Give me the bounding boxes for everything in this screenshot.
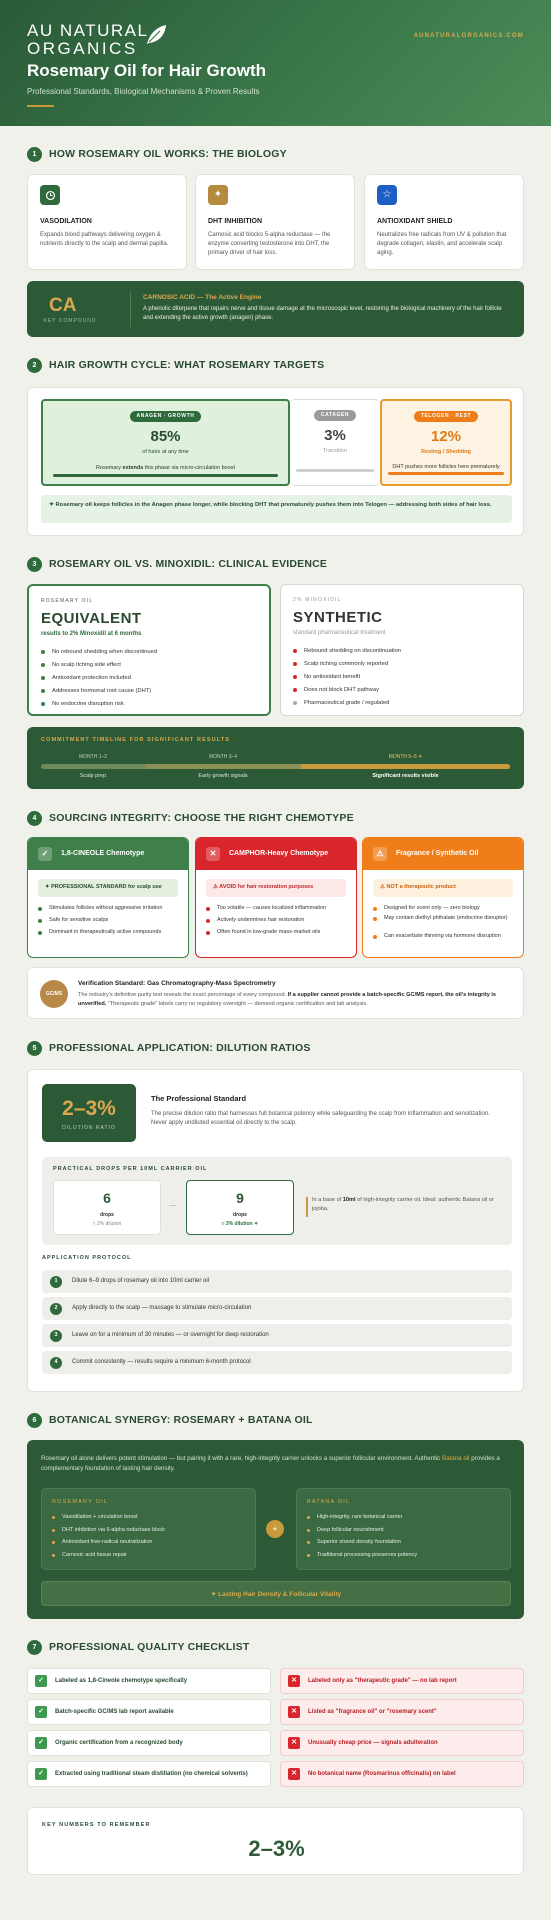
- compound-text: A phenolic diterpene that repairs nerve and tissue damage at the microscopic level, restoring the biological machinery of the hair follicle and extending the active growth (anagen) phase.: [143, 306, 502, 321]
- checklist-good-item: ✓ Organic certification from a recognized body: [27, 1730, 271, 1756]
- red-dot-icon: [293, 649, 297, 653]
- chemotype-list: [38, 903, 178, 939]
- list-item: Stimulates follicles without aggressive irritation: [38, 903, 178, 915]
- benefit-list: [41, 645, 257, 710]
- biology-card-title: VASODILATION: [40, 218, 92, 225]
- green-dot-icon: [41, 676, 45, 680]
- grey-dot-icon: [293, 701, 297, 705]
- carnosic-acid-banner: [27, 281, 524, 337]
- sparkle-icon: ✦: [208, 185, 228, 205]
- timeline-result: Scalp prep: [79, 773, 107, 779]
- batana-benefits-box: [296, 1488, 511, 1570]
- timeline-result: Early growth signals: [198, 773, 248, 779]
- section-2-heading: [27, 358, 324, 373]
- card-kicker: 2% MINOXIDIL: [293, 597, 342, 603]
- title-underline: [27, 105, 54, 107]
- phase-percentage: 3%: [324, 427, 346, 444]
- page-title: Rosemary Oil for Hair Growth: [27, 61, 266, 80]
- rosemary-evidence-card: [27, 584, 271, 716]
- telogen-phase: [380, 399, 512, 486]
- hair-cycle-card: [27, 387, 524, 536]
- section-title: SOURCING INTEGRITY: CHOOSE THE RIGHT CHEMOTYPE: [49, 812, 354, 825]
- checklist-good-item: ✓ Batch-specific GC/MS lab report available: [27, 1699, 271, 1725]
- phase-label: of hairs at any time: [142, 449, 189, 455]
- catagen-progress-bar: [296, 469, 374, 472]
- drops-count: 9: [236, 1190, 244, 1206]
- phase-pill: TELOGEN · REST: [414, 411, 478, 422]
- drops-option-3pct: [186, 1180, 294, 1235]
- dilution-ratio-label: DILUTION RATIO: [62, 1125, 116, 1132]
- list-item: Carnosic acid tissue repair: [52, 1549, 245, 1562]
- box-title: BATANA OIL: [307, 1499, 351, 1505]
- gcms-badge-icon: GC/MS: [40, 980, 68, 1008]
- list-item: Does not block DHT pathway: [293, 683, 511, 696]
- list-item: Pharmaceutical grade / regulated: [293, 696, 511, 709]
- compound-symbol: CA: [49, 295, 77, 316]
- card-kicker: ROSEMARY OIL: [41, 598, 94, 604]
- check-icon: ✓: [38, 847, 52, 861]
- list-item: Designed for scent only — zero biology: [373, 903, 513, 915]
- card-headline: SYNTHETIC: [293, 609, 383, 626]
- key-number-value: 2–3%: [248, 1836, 305, 1861]
- protocol-title: APPLICATION PROTOCOL: [42, 1255, 132, 1261]
- compound-label: KEY COMPOUND: [43, 318, 97, 324]
- check-icon: ✓: [35, 1675, 47, 1687]
- chemotype-header: ✕ CAMPHOR-Heavy Chemotype: [196, 838, 356, 870]
- red-dot-icon: [293, 688, 297, 692]
- section-7-heading: [27, 1640, 249, 1655]
- green-dot-icon: [41, 689, 45, 693]
- telogen-progress-bar: [388, 472, 504, 475]
- biology-card-text: Expands blood pathways delivering oxygen & nutrients directly to the scalp and dermal papilla.: [40, 231, 169, 247]
- anagen-progress-bar: [53, 474, 278, 477]
- synergy-panel: [27, 1440, 524, 1619]
- drawback-list: [293, 644, 511, 709]
- chemotype-list: [206, 903, 346, 939]
- protocol-step: 3 Leave on for a minimum of 30 minutes — or overnight for deep restoration: [42, 1324, 512, 1347]
- list-item: Often found in low-grade mass-market oils: [206, 927, 346, 939]
- rosemary-benefits-box: [41, 1488, 256, 1570]
- protocol-step: 1 Dilute 6–9 drops of rosemary oil into 10ml carrier oil: [42, 1270, 512, 1293]
- card-subline: results to 2% Minoxidil at 6 months: [41, 631, 142, 637]
- list-item: No scalp itching side effect: [41, 658, 257, 671]
- chemotype-card-fragrance: [362, 837, 524, 958]
- timeline-segment: [301, 764, 510, 769]
- timeline-month: MONTH 3–4: [208, 754, 238, 760]
- list-item: No antioxidant benefit: [293, 670, 511, 683]
- plus-icon: +: [266, 1520, 284, 1538]
- catagen-phase: [291, 399, 379, 486]
- red-dot-icon: [293, 675, 297, 679]
- list-item: Rebound shedding on discontinuation: [293, 644, 511, 657]
- biology-card-title: DHT INHIBITION: [208, 218, 263, 225]
- checklist-bad-item: ✕ Listed as "fragrance oil" or "rosemary scent": [280, 1699, 524, 1725]
- protocol-step: 4 Commit consistently — results require a minimum 6-month protocol: [42, 1351, 512, 1374]
- chemotype-list: [373, 903, 513, 943]
- chemotype-card-cineole: [27, 837, 189, 958]
- drops-unit: drops: [100, 1211, 114, 1218]
- list-item: Deep follicular nourishment: [307, 1524, 500, 1537]
- chemotype-card-camphor: [195, 837, 357, 958]
- phase-pill: CATAGEN: [314, 410, 356, 421]
- list-item: Can exacerbate thinning via hormone disruption: [373, 931, 513, 943]
- drops-unit: drops: [233, 1211, 247, 1218]
- section-number: 5: [27, 1041, 42, 1056]
- dilution-card: [27, 1069, 524, 1392]
- list-item: Dominant in therapeutically active compounds: [38, 927, 178, 939]
- verification-text: The industry's definitive purity test reveals the exact percentage of every compound. If a supplier cannot provide a batch-specific GC/MS report, the oil's integrity is unverified. "Therapeutic grade" labels carry no regulatory oversight — demand organic certification and lab analysis.: [78, 992, 497, 1007]
- check-icon: ✓: [35, 1768, 47, 1780]
- timeline-segment: [145, 764, 301, 769]
- section-number: 3: [27, 557, 42, 572]
- list-item: High-integrity, rare botanical carrier: [307, 1512, 500, 1525]
- section-number: 2: [27, 358, 42, 373]
- close-icon: ✕: [288, 1737, 300, 1749]
- protocol-step: 2 Apply directly to the scalp — massage to stimulate micro-circulation: [42, 1297, 512, 1320]
- accent-bar: [306, 1197, 308, 1217]
- chemotype-header: ✓ 1,8-CINEOLE Chemotype: [28, 838, 188, 870]
- compound-title: CARNOSIC ACID — The Active Engine: [143, 294, 262, 301]
- drops-dilution: ≈ 2% dilution: [92, 1220, 122, 1227]
- list-item: Too volatile — causes localized inflammation: [206, 903, 346, 915]
- section-title: HAIR GROWTH CYCLE: WHAT ROSEMARY TARGETS: [49, 359, 325, 372]
- timeline-month: MONTH 5–6 ✦: [388, 754, 423, 760]
- synergy-intro: Rosemary oil alone delivers potent stimulation — but pairing it with a rare, high-integrity carrier unlocks a superior follicular environment. Authentic Batana oil provides a complementary foundation of lasting hair density.: [41, 1455, 500, 1472]
- card-subline: standard pharmaceutical treatment: [293, 630, 386, 636]
- list-item: Addresses hormonal root cause (DHT): [41, 684, 257, 697]
- drops-panel: [42, 1157, 512, 1245]
- section-number: 4: [27, 811, 42, 826]
- list-item: Antioxidant free-radical neutralization: [52, 1537, 245, 1550]
- timeline-title: COMMITMENT TIMELINE FOR SIGNIFICANT RESULTS: [41, 737, 230, 743]
- biology-card-text: Neutralizes free radicals from UV & pollution that degrade collagen, elastin, and accelerate scalp aging.: [377, 231, 507, 256]
- chemotype-tag: ⚠ AVOID for hair restoration purposes: [206, 879, 346, 897]
- key-numbers-card: [27, 1807, 524, 1875]
- list-item: Actively undermines hair restoration: [206, 915, 346, 927]
- biology-card-antioxidant: [364, 174, 524, 270]
- timeline-result: Significant results visible: [372, 773, 439, 779]
- commitment-timeline: [27, 727, 524, 789]
- shield-star-icon: ☆: [377, 185, 397, 205]
- section-3-heading: [27, 557, 327, 572]
- drops-option-2pct: [53, 1180, 161, 1235]
- section-6-heading: [27, 1413, 313, 1428]
- green-dot-icon: [41, 663, 45, 667]
- card-headline: EQUIVALENT: [41, 610, 142, 627]
- box-title: ROSEMARY OIL: [52, 1499, 109, 1505]
- cycle-note: ✦ Rosemary oil keeps follicles in the Anagen phase longer, while blocking DHT that prematurely pushes them into Telogen — addressing both sides of hair loss.: [41, 495, 512, 523]
- list-item: Safe for sensitive scalps: [38, 915, 178, 927]
- phase-percentage: 85%: [150, 428, 181, 445]
- divider: [130, 291, 131, 327]
- checklist-good-item: ✓ Extracted using traditional steam distillation (no chemical solvents): [27, 1761, 271, 1787]
- section-1-heading: [27, 147, 287, 162]
- carrier-base-note: In a base of 10ml of high-integrity carrier oil. Ideal: authentic Batana oil or jojoba.: [312, 1197, 494, 1212]
- list-item: Traditional processing preserves potency: [307, 1549, 500, 1562]
- standard-title: The Professional Standard: [151, 1094, 247, 1103]
- list-item: Scalp itching commonly reported: [293, 657, 511, 670]
- phase-percentage: 12%: [430, 428, 462, 445]
- timeline-segment: [41, 764, 145, 769]
- verification-title: Verification Standard: Gas Chromatography-Mass Spectrometry: [78, 980, 276, 987]
- checklist-bad-item: ✕ Unusually cheap price — signals adulteration: [280, 1730, 524, 1756]
- phase-label: Resting / Shedding: [421, 449, 471, 455]
- key-numbers-title: KEY NUMBERS TO REMEMBER: [42, 1822, 151, 1828]
- close-icon: ✕: [288, 1675, 300, 1687]
- list-item: Antioxidant protection included: [41, 671, 257, 684]
- list-item: May contain diethyl phthalate (endocrine disruptor): [373, 915, 513, 931]
- phase-label: Transition: [323, 448, 347, 454]
- section-number: 1: [27, 147, 42, 162]
- timeline-month: MONTH 1–2: [78, 754, 108, 760]
- list-item: No rebound shedding when discontinued: [41, 645, 257, 658]
- drops-count: 6: [103, 1190, 111, 1206]
- chemotype-header: ⚠ Fragrance / Synthetic Oil: [363, 838, 523, 870]
- checklist-good-item: ✓ Labeled as 1,8-Cineole chemotype specifically: [27, 1668, 271, 1694]
- chemotype-tag: ⚠ NOT a therapeutic product: [373, 879, 513, 897]
- list-item: Vasodilation + circulation boost: [52, 1512, 245, 1525]
- section-5-heading: [27, 1041, 311, 1056]
- close-icon: ✕: [288, 1768, 300, 1780]
- biology-card-vasodilation: [27, 174, 187, 270]
- website-link[interactable]: AUNATURALORGANICS.COM: [413, 33, 524, 39]
- close-icon: ✕: [288, 1706, 300, 1718]
- brand-name-line2: ORGANICS: [27, 39, 138, 58]
- green-dot-icon: [41, 702, 45, 706]
- checklist-bad-item: ✕ Labeled only as "therapeutic grade" — no lab report: [280, 1668, 524, 1694]
- vasodilation-icon: [40, 185, 60, 205]
- red-dot-icon: [293, 662, 297, 666]
- close-icon: ✕: [206, 847, 220, 861]
- warning-icon: ⚠: [373, 847, 387, 861]
- dash-separator: —: [169, 1202, 176, 1209]
- section-title: HOW ROSEMARY OIL WORKS: THE BIOLOGY: [49, 148, 287, 161]
- green-dot-icon: [41, 650, 45, 654]
- section-title: PROFESSIONAL QUALITY CHECKLIST: [49, 1641, 250, 1654]
- section-4-heading: [27, 811, 354, 826]
- phase-description: DHT pushes more follicles here prematurely: [392, 463, 500, 470]
- anagen-phase: [41, 399, 290, 486]
- synergy-result: ✦ Lasting Hair Density & Follicular Vitality: [41, 1581, 511, 1606]
- minoxidil-evidence-card: [280, 584, 524, 716]
- chemotype-tag: ✦ PROFESSIONAL STANDARD for scalp use: [38, 879, 178, 897]
- drops-title: PRACTICAL DROPS PER 10ML CARRIER OIL: [53, 1166, 208, 1172]
- leaf-icon: [144, 23, 168, 47]
- verification-standard: [27, 967, 524, 1019]
- list-item: DHT inhibition via 5-alpha reductase block: [52, 1524, 245, 1537]
- check-icon: ✓: [35, 1706, 47, 1718]
- section-title: ROSEMARY OIL VS. MINOXIDIL: CLINICAL EVIDENCE: [49, 558, 328, 571]
- drops-dilution: ≈ 3% dilution ✦: [221, 1220, 259, 1227]
- section-number: 7: [27, 1640, 42, 1655]
- biology-card-text: Carnosic acid blocks 5-alpha reductase — the enzyme converting testosterone into DHT, the primary driver of hair loss.: [208, 231, 331, 256]
- standard-text: The precise dilution ratio that harnesses full botanical potency while safeguarding the scalp from inflammation and sensitization. Never apply undiluted essential oil directly to the scalp.: [151, 1111, 490, 1127]
- brand-name-line1: AU NATURAL: [27, 21, 149, 40]
- dilution-ratio-badge: [42, 1084, 136, 1142]
- list-item: No endocrine disruption risk: [41, 697, 257, 710]
- section-number: 6: [27, 1413, 42, 1428]
- page-subtitle: Professional Standards, Biological Mechanisms & Proven Results: [27, 87, 260, 96]
- checklist-bad-item: ✕ No botanical name (Rosmarinus officinalis) on label: [280, 1761, 524, 1787]
- section-title: BOTANICAL SYNERGY: ROSEMARY + BATANA OIL: [49, 1414, 313, 1427]
- phase-pill: ANAGEN · GROWTH: [130, 411, 202, 422]
- check-icon: ✓: [35, 1737, 47, 1749]
- header-banner: [0, 0, 551, 126]
- list-item: Superior strand density foundation: [307, 1537, 500, 1550]
- biology-card-title: ANTIOXIDANT SHIELD: [377, 218, 453, 225]
- dilution-ratio-value: 2–3%: [62, 1097, 116, 1120]
- biology-card-dht: [195, 174, 355, 270]
- section-title: PROFESSIONAL APPLICATION: DILUTION RATIOS: [49, 1042, 311, 1055]
- phase-description: Rosemary extends this phase via micro-circulation boost: [95, 464, 236, 471]
- brand-logo[interactable]: [27, 22, 148, 57]
